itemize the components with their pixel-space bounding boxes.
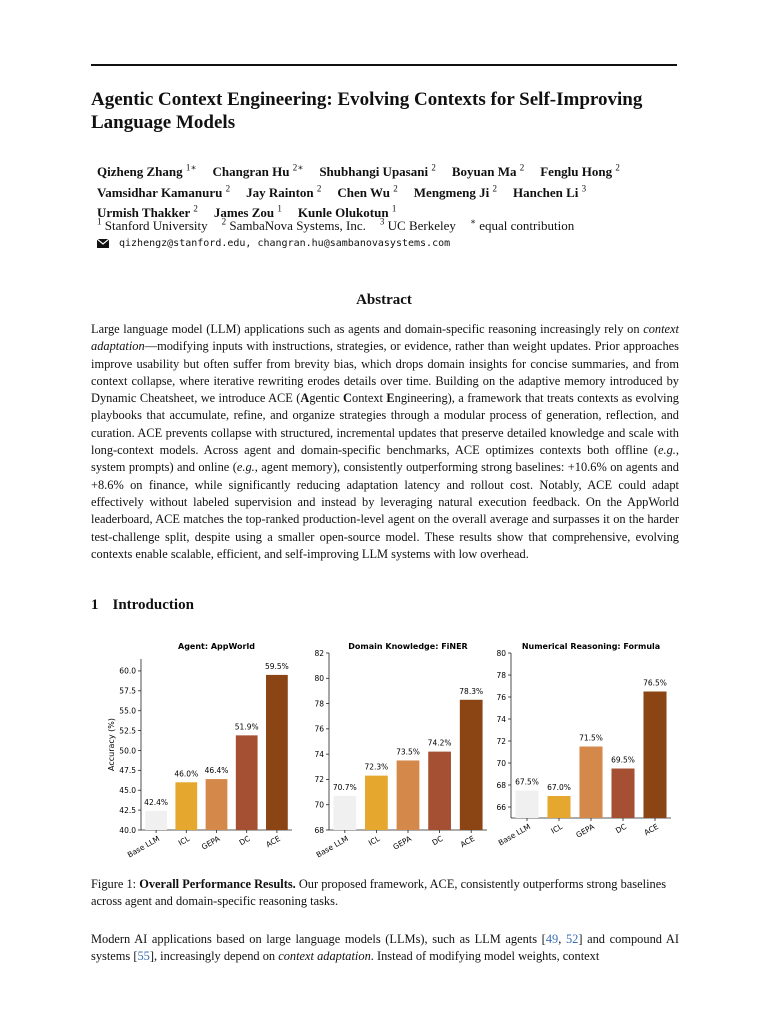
email-line [97, 238, 450, 249]
text-run: gentic [309, 391, 344, 406]
y-tick-label: 52.5 [119, 726, 136, 736]
affiliation-item: ∗ equal contribution [469, 217, 575, 234]
y-tick-label: 74 [496, 714, 506, 724]
bar [236, 735, 258, 830]
author-name: Changran Hu $^{2∗}$ [212, 163, 304, 180]
author-affiliation-mark: 1 [391, 203, 397, 214]
y-tick-label: 72 [314, 775, 324, 785]
bar [145, 811, 167, 830]
text-run: —modifying inputs with instructions, strategies, or evidence, rather than weight updates. Prior approaches improve usability but often suffer from brevity bias, which drops domain insights for concise summaries, and from context collapse, where iterative rewriting erodes details over time. Building on the adaptive memory introduced by Dynamic Cheatsheet, we introduce ACE ( [91, 339, 679, 406]
x-tick-label: ACE [264, 833, 282, 850]
x-tick-label: GEPA [199, 833, 222, 852]
bar-value-label: 67.0% [547, 783, 571, 792]
author-affiliation-mark: 3 [581, 183, 587, 194]
chart-finer [299, 636, 491, 866]
x-tick-label: Base LLM [125, 833, 162, 860]
bar [579, 747, 602, 819]
chart-formula [483, 636, 675, 866]
intro-paragraph [91, 931, 679, 966]
text-run: e.g. [658, 443, 676, 458]
y-tick-label: 76 [314, 724, 324, 734]
bar [515, 791, 538, 819]
author-name: Vamsidhar Kamanuru $^2$ [97, 183, 231, 200]
section-title: Introduction [112, 597, 194, 613]
text-run: , system prompts) and online ( [91, 443, 679, 475]
x-tick-label: Base LLM [314, 833, 350, 860]
section-heading [91, 597, 194, 614]
chart-title: Agent: AppWorld [178, 642, 255, 651]
x-tick-label: ICL [366, 833, 382, 848]
affiliation-item: $^2$ SambaNova Systems, Inc. [221, 217, 366, 234]
author-name: Jay Rainton $^2$ [246, 183, 322, 200]
text-run: C [343, 391, 352, 406]
author-affiliation-mark: 1 [277, 203, 282, 214]
section-number: 1 [91, 597, 99, 613]
y-tick-label: 70 [314, 800, 324, 810]
author-affiliation-mark: 1∗ [185, 163, 197, 173]
bar [206, 779, 228, 830]
bar-value-label: 76.5% [643, 678, 667, 688]
affiliation-item: $^1$ Stanford University [97, 217, 208, 234]
text-run: , [558, 932, 566, 946]
x-tick-label: DC [237, 833, 252, 848]
x-tick-label: DC [613, 821, 628, 836]
author-affiliation-mark: 2 [193, 203, 198, 214]
text-run: ontext [352, 391, 387, 406]
y-tick-label: 68 [314, 825, 324, 835]
y-tick-label: 80 [314, 674, 324, 684]
y-tick-label: 78 [314, 699, 324, 709]
y-axis-label: Accuracy (%) [107, 718, 116, 771]
y-tick-label: 40.0 [119, 825, 136, 835]
bar [333, 796, 356, 830]
y-tick-label: 82 [314, 648, 324, 658]
bar [547, 796, 570, 818]
author-list [97, 160, 677, 221]
bar-value-label: 51.9% [234, 722, 259, 732]
text-run: Overall Performance Results. [139, 877, 296, 891]
text-run: context adaptation [278, 949, 371, 964]
y-tick-label: 45.0 [119, 786, 136, 796]
author-affiliation-mark: 2 [225, 183, 231, 194]
email-addresses[interactable]: qizhengz@stanford.edu, changran.hu@sambanovasystems.com [119, 238, 451, 249]
x-tick-label: GEPA [391, 833, 413, 852]
text-run: e.g. [236, 460, 255, 475]
author-affiliation-mark: 2 [431, 163, 436, 173]
bar [365, 776, 388, 830]
bar [428, 752, 451, 830]
paper-title: Agentic Context Engineering: Evolving Contexts for Self-Improving Language Models [91, 89, 643, 133]
author-name: Urmish Thakker $^2$ [97, 203, 198, 220]
chart-appworld [96, 636, 296, 866]
x-tick-label: Base LLM [496, 821, 532, 848]
author-affiliation-mark: 2 [615, 163, 620, 173]
author-affiliation-mark: 2∗ [292, 163, 304, 173]
author-name: Qizheng Zhang $^{1∗}$ [97, 163, 197, 180]
bar [175, 782, 197, 830]
bar-value-label: 71.5% [579, 733, 603, 743]
x-tick-label: ICL [549, 821, 564, 836]
bar-value-label: 74.2% [427, 738, 452, 748]
bar-value-label: 46.0% [174, 769, 199, 779]
bar-value-label: 59.5% [264, 661, 289, 671]
bar-value-label: 73.5% [396, 747, 420, 757]
y-tick-label: 72 [496, 736, 506, 746]
top-rule [91, 64, 677, 66]
text-run: . Instead of modifying model weights, context [370, 949, 600, 964]
envelope-icon [97, 239, 109, 248]
bar [397, 760, 420, 830]
author-name: Shubhangi Upasani $^2$ [319, 163, 436, 180]
author-name: Hanchen Li $^3$ [513, 183, 587, 200]
author-name: Boyuan Ma $^2$ [451, 163, 525, 180]
chart-title: Domain Knowledge: FiNER [348, 642, 468, 651]
author-name: James Zou $^1$ [213, 203, 282, 220]
text-run: Figure 1: [91, 877, 140, 891]
y-tick-label: 80 [496, 648, 506, 658]
y-tick-label: 68 [496, 780, 506, 790]
author-affiliation-mark: 2 [316, 183, 322, 194]
x-tick-label: DC [430, 833, 445, 848]
bar-value-label: 70.7% [332, 782, 357, 792]
text-run: ] and compound AI systems [ [91, 932, 679, 964]
bar-value-label: 69.5% [611, 755, 635, 765]
figure-caption [91, 876, 679, 911]
abstract-heading: Abstract [356, 292, 412, 308]
figure-1 [96, 636, 696, 866]
citation-link[interactable]: 55 [137, 949, 150, 964]
abstract-body [91, 321, 679, 563]
text-run: context adaptation [91, 322, 679, 354]
text-run: E [386, 391, 395, 406]
author-name: Fenglu Hong $^2$ [540, 163, 620, 180]
bar-value-label: 42.4% [144, 797, 169, 807]
citation-link[interactable]: 52 [565, 932, 579, 946]
y-tick-label: 70 [496, 758, 506, 768]
text-run: ngineering), a framework that treats contexts as evolving playbooks that accumulate, refine, and organize strategies through a modular process of generation, reflection, and curation. ACE prevents collapse with structured, incremental updates that preserve detailed knowledge and scale with long-context models. Across agent and domain-specific benchmarks, ACE optimizes contexts both offline ( [91, 391, 679, 458]
author-affiliation-mark: 2 [393, 183, 398, 194]
author-name: Mengmeng Ji $^2$ [413, 183, 497, 200]
y-tick-label: 55.0 [119, 706, 136, 716]
bar-value-label: 67.5% [515, 777, 539, 787]
author-name: Kunle Olukotun $^1$ [297, 203, 397, 220]
bar [460, 700, 483, 830]
bar-value-label: 78.3% [459, 686, 484, 696]
affiliation-item: $^3$ UC Berkeley [379, 217, 456, 234]
author-affiliation-mark: 2 [519, 163, 525, 173]
y-tick-label: 60.0 [119, 666, 136, 676]
bar [266, 675, 288, 830]
text-run: Modern AI applications based on large language models (LLMs), such as LLM agents [ [91, 932, 546, 946]
x-tick-label: ACE [458, 833, 477, 850]
author-name: Chen Wu $^2$ [337, 183, 398, 200]
affiliations [97, 217, 588, 234]
text-run: A [300, 391, 310, 406]
x-tick-label: ICL [176, 833, 192, 848]
text-run: Our proposed framework, ACE, consistently outperforms strong baselines across agent and domain-specific reasoning tasks. [91, 877, 667, 909]
y-tick-label: 50.0 [119, 746, 136, 756]
bar [611, 769, 634, 819]
y-tick-label: 74 [314, 749, 324, 759]
x-tick-label: ACE [642, 821, 660, 838]
bar-value-label: 46.4% [204, 766, 229, 776]
bar-value-label: 72.3% [364, 762, 389, 772]
y-tick-label: 47.5 [119, 766, 136, 776]
y-tick-label: 78 [496, 670, 506, 680]
y-tick-label: 42.5 [119, 805, 136, 815]
x-tick-label: GEPA [574, 821, 596, 840]
y-tick-label: 66 [496, 802, 506, 812]
text-run: ], increasingly depend on [149, 949, 279, 964]
text-run: , agent memory), consistently outperforming strong baselines: +10.6% on agents and +8.6% on finance, while significantly reducing adaptation latency and rollout cost. Notably, ACE could adapt effectively without labeled supervision and instead by leveraging natural execution feedback. On the AppWorld leaderboard, ACE matches the top-ranked production-level agent on the overall average and surpasses it on the harder test-challenge split, despite using a smaller open-source model. These results show that comprehensive, evolving contexts enable scalable, efficient, and self-improving LLM systems with low overhead. [91, 460, 679, 561]
text-run: Large language model (LLM) applications such as agents and domain-specific reasoning increasingly rely on [91, 322, 644, 336]
author-affiliation-mark: 2 [492, 183, 497, 194]
chart-title: Numerical Reasoning: Formula [521, 642, 661, 651]
citation-link[interactable]: 49 [545, 932, 559, 946]
y-tick-label: 57.5 [119, 686, 136, 696]
bar [643, 692, 666, 819]
y-tick-label: 76 [496, 692, 506, 702]
